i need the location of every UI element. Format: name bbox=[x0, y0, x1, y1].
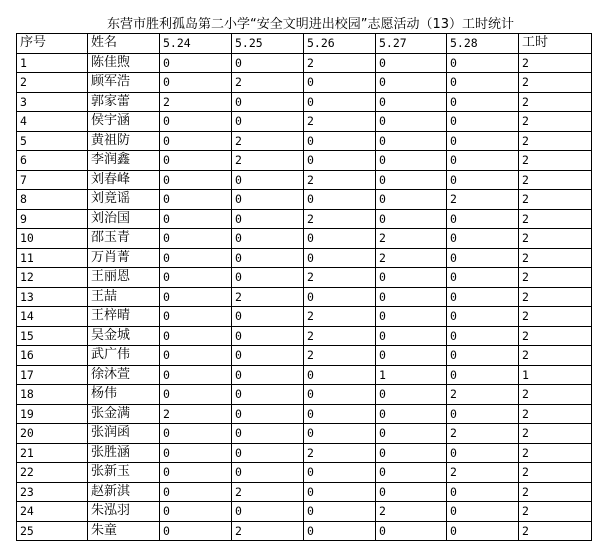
table-row bbox=[17, 73, 592, 93]
name-cell: 杨伟 bbox=[88, 385, 160, 405]
sheet-title: 东营市胜利孤岛第二小学“安全文明进出校园”志愿活动（13）工时统计 bbox=[106, 17, 514, 32]
date4-cell: 0 bbox=[376, 385, 447, 405]
name-cell: 李润鑫 bbox=[88, 151, 160, 171]
hours-cell: 2 bbox=[519, 385, 592, 405]
date4-cell: 0 bbox=[376, 326, 447, 346]
date1-cell: 0 bbox=[160, 443, 232, 463]
date4-cell: 2 bbox=[376, 502, 447, 522]
date5-cell: 0 bbox=[447, 53, 519, 73]
header-date-4: 5.27 bbox=[376, 34, 447, 54]
table-row bbox=[17, 92, 592, 112]
table-row bbox=[17, 463, 592, 483]
name-cell: 张新玉 bbox=[88, 463, 160, 483]
date4-cell: 0 bbox=[376, 209, 447, 229]
date5-cell: 0 bbox=[447, 248, 519, 268]
date2-cell: 0 bbox=[232, 190, 304, 210]
table-row bbox=[17, 287, 592, 307]
hours-cell: 2 bbox=[519, 268, 592, 288]
header-name: 姓名 bbox=[88, 34, 160, 54]
index-cell: 23 bbox=[17, 482, 88, 502]
date4-cell: 2 bbox=[376, 229, 447, 249]
date3-cell: 2 bbox=[304, 53, 376, 73]
date2-cell: 2 bbox=[232, 482, 304, 502]
date3-cell: 2 bbox=[304, 346, 376, 366]
index-cell: 1 bbox=[17, 53, 88, 73]
date2-cell: 0 bbox=[232, 92, 304, 112]
name-cell: 徐沐萱 bbox=[88, 365, 160, 385]
hours-cell: 2 bbox=[519, 170, 592, 190]
date3-cell: 0 bbox=[304, 190, 376, 210]
index-cell: 2 bbox=[17, 73, 88, 93]
index-cell: 20 bbox=[17, 424, 88, 444]
date5-cell: 0 bbox=[447, 170, 519, 190]
hours-cell: 2 bbox=[519, 326, 592, 346]
date5-cell: 0 bbox=[447, 268, 519, 288]
name-cell: 武广伟 bbox=[88, 346, 160, 366]
hours-cell: 2 bbox=[519, 53, 592, 73]
date3-cell: 0 bbox=[304, 385, 376, 405]
name-cell: 顾军浩 bbox=[88, 73, 160, 93]
date1-cell: 0 bbox=[160, 463, 232, 483]
date1-cell: 0 bbox=[160, 73, 232, 93]
date1-cell: 0 bbox=[160, 307, 232, 327]
date1-cell: 0 bbox=[160, 326, 232, 346]
date5-cell: 0 bbox=[447, 521, 519, 541]
date2-cell: 0 bbox=[232, 307, 304, 327]
table-row bbox=[17, 268, 592, 288]
index-cell: 21 bbox=[17, 443, 88, 463]
table-row bbox=[17, 307, 592, 327]
date5-cell: 0 bbox=[447, 151, 519, 171]
date3-cell: 0 bbox=[304, 151, 376, 171]
date5-cell: 0 bbox=[447, 73, 519, 93]
date1-cell: 0 bbox=[160, 151, 232, 171]
index-cell: 15 bbox=[17, 326, 88, 346]
date5-cell: 2 bbox=[447, 190, 519, 210]
date4-cell: 0 bbox=[376, 73, 447, 93]
name-cell: 刘治国 bbox=[88, 209, 160, 229]
date5-cell: 0 bbox=[447, 365, 519, 385]
name-cell: 侯宇涵 bbox=[88, 112, 160, 132]
index-cell: 19 bbox=[17, 404, 88, 424]
date5-cell: 0 bbox=[447, 307, 519, 327]
date5-cell: 0 bbox=[447, 287, 519, 307]
date3-cell: 2 bbox=[304, 443, 376, 463]
header-row bbox=[17, 34, 592, 54]
hours-cell: 2 bbox=[519, 346, 592, 366]
date5-cell: 0 bbox=[447, 131, 519, 151]
header-hours: 工时 bbox=[519, 34, 592, 54]
date5-cell: 0 bbox=[447, 482, 519, 502]
hours-cell: 2 bbox=[519, 92, 592, 112]
date3-cell: 0 bbox=[304, 92, 376, 112]
date2-cell: 0 bbox=[232, 424, 304, 444]
hours-cell: 1 bbox=[519, 365, 592, 385]
table-row bbox=[17, 385, 592, 405]
table-row bbox=[17, 170, 592, 190]
date4-cell: 0 bbox=[376, 151, 447, 171]
date3-cell: 0 bbox=[304, 404, 376, 424]
date1-cell: 0 bbox=[160, 521, 232, 541]
date3-cell: 0 bbox=[304, 73, 376, 93]
date1-cell: 0 bbox=[160, 209, 232, 229]
header-date-1: 5.24 bbox=[160, 34, 232, 54]
name-cell: 朱童 bbox=[88, 521, 160, 541]
name-cell: 刘竟谣 bbox=[88, 190, 160, 210]
table-row bbox=[17, 443, 592, 463]
index-cell: 18 bbox=[17, 385, 88, 405]
date4-cell: 0 bbox=[376, 92, 447, 112]
index-cell: 16 bbox=[17, 346, 88, 366]
hours-cell: 2 bbox=[519, 482, 592, 502]
date4-cell: 0 bbox=[376, 443, 447, 463]
hours-cell: 2 bbox=[519, 463, 592, 483]
index-cell: 22 bbox=[17, 463, 88, 483]
name-cell: 万肖菁 bbox=[88, 248, 160, 268]
index-cell: 24 bbox=[17, 502, 88, 522]
date1-cell: 0 bbox=[160, 365, 232, 385]
date2-cell: 0 bbox=[232, 248, 304, 268]
date1-cell: 0 bbox=[160, 268, 232, 288]
date4-cell: 0 bbox=[376, 424, 447, 444]
name-cell: 黄祖防 bbox=[88, 131, 160, 151]
index-cell: 7 bbox=[17, 170, 88, 190]
date4-cell: 0 bbox=[376, 190, 447, 210]
hours-cell: 2 bbox=[519, 404, 592, 424]
date3-cell: 2 bbox=[304, 112, 376, 132]
date5-cell: 0 bbox=[447, 229, 519, 249]
name-cell: 赵新淇 bbox=[88, 482, 160, 502]
date2-cell: 0 bbox=[232, 385, 304, 405]
date3-cell: 0 bbox=[304, 365, 376, 385]
hours-cell: 2 bbox=[519, 112, 592, 132]
hours-cell: 2 bbox=[519, 287, 592, 307]
table-row bbox=[17, 424, 592, 444]
date5-cell: 0 bbox=[447, 209, 519, 229]
header-date-5: 5.28 bbox=[447, 34, 519, 54]
index-cell: 5 bbox=[17, 131, 88, 151]
date1-cell: 0 bbox=[160, 287, 232, 307]
table-row bbox=[17, 190, 592, 210]
date5-cell: 2 bbox=[447, 385, 519, 405]
date4-cell: 0 bbox=[376, 53, 447, 73]
date4-cell: 0 bbox=[376, 307, 447, 327]
date2-cell: 0 bbox=[232, 502, 304, 522]
date4-cell: 0 bbox=[376, 521, 447, 541]
date2-cell: 0 bbox=[232, 443, 304, 463]
date1-cell: 0 bbox=[160, 248, 232, 268]
date3-cell: 0 bbox=[304, 482, 376, 502]
table-row bbox=[17, 229, 592, 249]
table-row bbox=[17, 482, 592, 502]
date5-cell: 0 bbox=[447, 326, 519, 346]
index-cell: 10 bbox=[17, 229, 88, 249]
header-date-3: 5.26 bbox=[304, 34, 376, 54]
date3-cell: 0 bbox=[304, 131, 376, 151]
date1-cell: 0 bbox=[160, 190, 232, 210]
name-cell: 刘春峰 bbox=[88, 170, 160, 190]
date2-cell: 0 bbox=[232, 326, 304, 346]
table-row bbox=[17, 248, 592, 268]
date3-cell: 0 bbox=[304, 424, 376, 444]
index-cell: 17 bbox=[17, 365, 88, 385]
date5-cell: 2 bbox=[447, 463, 519, 483]
index-cell: 14 bbox=[17, 307, 88, 327]
index-cell: 13 bbox=[17, 287, 88, 307]
table-row bbox=[17, 53, 592, 73]
hours-cell: 2 bbox=[519, 229, 592, 249]
date4-cell: 0 bbox=[376, 112, 447, 132]
date1-cell: 0 bbox=[160, 112, 232, 132]
date3-cell: 0 bbox=[304, 229, 376, 249]
date3-cell: 2 bbox=[304, 209, 376, 229]
hours-cell: 2 bbox=[519, 443, 592, 463]
header-date-2: 5.25 bbox=[232, 34, 304, 54]
date2-cell: 0 bbox=[232, 463, 304, 483]
date3-cell: 0 bbox=[304, 521, 376, 541]
date1-cell: 0 bbox=[160, 229, 232, 249]
date2-cell: 0 bbox=[232, 209, 304, 229]
worksheet bbox=[16, 16, 591, 541]
date2-cell: 0 bbox=[232, 268, 304, 288]
index-cell: 6 bbox=[17, 151, 88, 171]
hours-cell: 2 bbox=[519, 131, 592, 151]
name-cell: 张胜涵 bbox=[88, 443, 160, 463]
date1-cell: 0 bbox=[160, 170, 232, 190]
date1-cell: 0 bbox=[160, 131, 232, 151]
index-cell: 9 bbox=[17, 209, 88, 229]
hours-cell: 2 bbox=[519, 151, 592, 171]
index-cell: 8 bbox=[17, 190, 88, 210]
date2-cell: 0 bbox=[232, 346, 304, 366]
date3-cell: 2 bbox=[304, 326, 376, 346]
name-cell: 王喆 bbox=[88, 287, 160, 307]
date3-cell: 0 bbox=[304, 463, 376, 483]
date2-cell: 0 bbox=[232, 170, 304, 190]
hours-cell: 2 bbox=[519, 521, 592, 541]
name-cell: 郭家蕾 bbox=[88, 92, 160, 112]
date1-cell: 0 bbox=[160, 346, 232, 366]
date4-cell: 0 bbox=[376, 404, 447, 424]
date1-cell: 0 bbox=[160, 482, 232, 502]
date5-cell: 0 bbox=[447, 112, 519, 132]
index-cell: 3 bbox=[17, 92, 88, 112]
date5-cell: 0 bbox=[447, 404, 519, 424]
date4-cell: 0 bbox=[376, 463, 447, 483]
name-cell: 陈佳煦 bbox=[88, 53, 160, 73]
hours-table bbox=[16, 33, 592, 541]
date4-cell: 0 bbox=[376, 287, 447, 307]
date2-cell: 0 bbox=[232, 229, 304, 249]
date3-cell: 0 bbox=[304, 287, 376, 307]
date5-cell: 2 bbox=[447, 424, 519, 444]
header-index: 序号 bbox=[17, 34, 88, 54]
date5-cell: 0 bbox=[447, 346, 519, 366]
date2-cell: 0 bbox=[232, 112, 304, 132]
hours-cell: 2 bbox=[519, 190, 592, 210]
date1-cell: 0 bbox=[160, 53, 232, 73]
date3-cell: 2 bbox=[304, 307, 376, 327]
table-row bbox=[17, 365, 592, 385]
name-cell: 王丽恩 bbox=[88, 268, 160, 288]
date2-cell: 0 bbox=[232, 365, 304, 385]
table-body bbox=[17, 53, 592, 541]
date3-cell: 2 bbox=[304, 268, 376, 288]
name-cell: 邵玉青 bbox=[88, 229, 160, 249]
table-row bbox=[17, 131, 592, 151]
date2-cell: 2 bbox=[232, 151, 304, 171]
date1-cell: 2 bbox=[160, 92, 232, 112]
date5-cell: 0 bbox=[447, 443, 519, 463]
hours-cell: 2 bbox=[519, 73, 592, 93]
name-cell: 王梓晴 bbox=[88, 307, 160, 327]
table-row bbox=[17, 404, 592, 424]
name-cell: 吴金城 bbox=[88, 326, 160, 346]
hours-cell: 2 bbox=[519, 248, 592, 268]
name-cell: 朱泓羽 bbox=[88, 502, 160, 522]
index-cell: 4 bbox=[17, 112, 88, 132]
table-row bbox=[17, 151, 592, 171]
index-cell: 25 bbox=[17, 521, 88, 541]
hours-cell: 2 bbox=[519, 307, 592, 327]
name-cell: 张润函 bbox=[88, 424, 160, 444]
date5-cell: 0 bbox=[447, 502, 519, 522]
date2-cell: 2 bbox=[232, 287, 304, 307]
table-row bbox=[17, 326, 592, 346]
index-cell: 11 bbox=[17, 248, 88, 268]
date2-cell: 2 bbox=[232, 521, 304, 541]
table-row bbox=[17, 521, 592, 541]
date1-cell: 0 bbox=[160, 502, 232, 522]
date2-cell: 0 bbox=[232, 404, 304, 424]
date4-cell: 0 bbox=[376, 170, 447, 190]
date2-cell: 2 bbox=[232, 131, 304, 151]
date2-cell: 2 bbox=[232, 73, 304, 93]
date4-cell: 0 bbox=[376, 268, 447, 288]
date4-cell: 1 bbox=[376, 365, 447, 385]
table-row bbox=[17, 209, 592, 229]
hours-cell: 2 bbox=[519, 424, 592, 444]
date4-cell: 2 bbox=[376, 248, 447, 268]
date1-cell: 0 bbox=[160, 424, 232, 444]
name-cell: 张金满 bbox=[88, 404, 160, 424]
date3-cell: 0 bbox=[304, 248, 376, 268]
hours-cell: 2 bbox=[519, 502, 592, 522]
date4-cell: 0 bbox=[376, 346, 447, 366]
date3-cell: 0 bbox=[304, 502, 376, 522]
table-row bbox=[17, 346, 592, 366]
date3-cell: 2 bbox=[304, 170, 376, 190]
table-row bbox=[17, 112, 592, 132]
date2-cell: 0 bbox=[232, 53, 304, 73]
index-cell: 12 bbox=[17, 268, 88, 288]
date1-cell: 0 bbox=[160, 385, 232, 405]
date4-cell: 0 bbox=[376, 482, 447, 502]
date5-cell: 0 bbox=[447, 92, 519, 112]
hours-cell: 2 bbox=[519, 209, 592, 229]
date1-cell: 2 bbox=[160, 404, 232, 424]
date4-cell: 0 bbox=[376, 131, 447, 151]
table-row bbox=[17, 502, 592, 522]
